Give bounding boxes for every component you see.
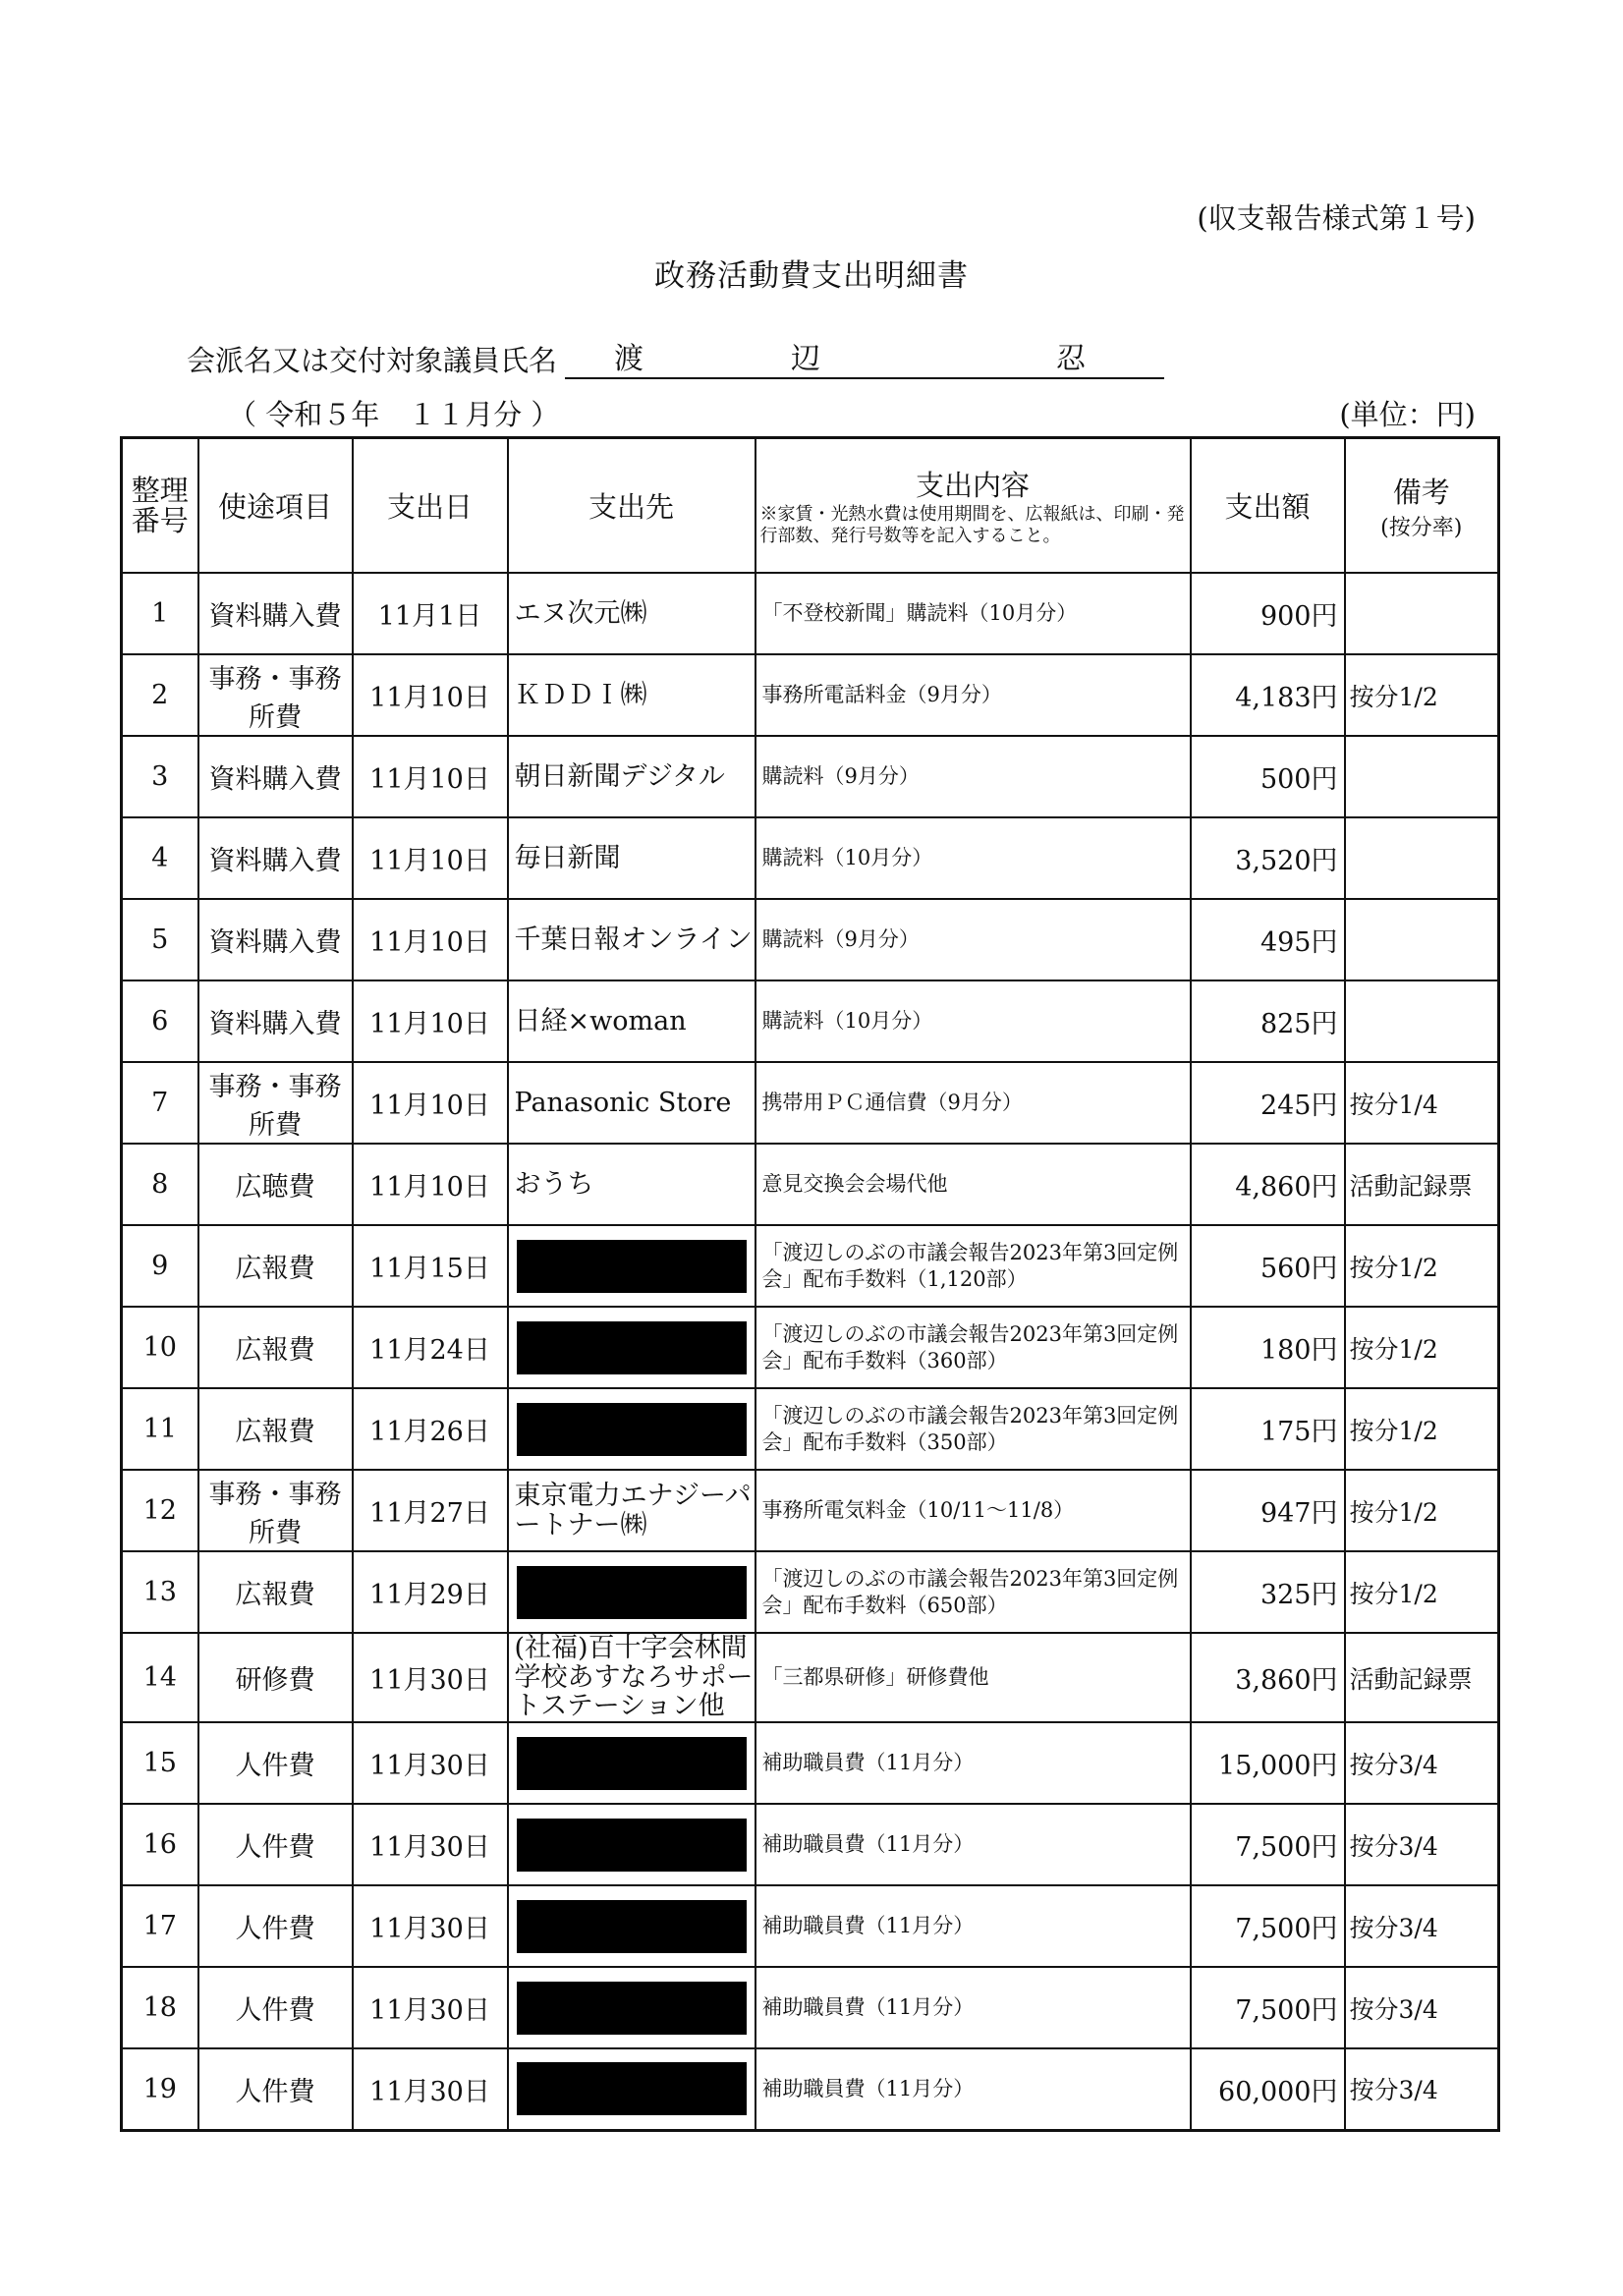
table-row xyxy=(122,1967,1499,2048)
row-amount: 175円 xyxy=(1191,1388,1345,1470)
header-description xyxy=(756,438,1191,574)
row-note: 按分1/2 xyxy=(1345,1470,1499,1551)
row-amount: 180円 xyxy=(1191,1307,1345,1388)
redacted-payee-block xyxy=(517,1982,747,2035)
table-row xyxy=(122,654,1499,736)
row-category: 資料購入費 xyxy=(198,736,353,817)
row-amount: 4,183円 xyxy=(1191,654,1345,736)
row-number: 16 xyxy=(122,1804,198,1885)
row-date: 11月1日 xyxy=(353,573,508,654)
unit-label: (単位：円) xyxy=(1339,398,1476,431)
row-number: 4 xyxy=(122,817,198,899)
row-number: 15 xyxy=(122,1722,198,1804)
row-amount: 4,860円 xyxy=(1191,1144,1345,1225)
row-note: 按分1/2 xyxy=(1345,1307,1499,1388)
row-note: 按分3/4 xyxy=(1345,1804,1499,1885)
row-date: 11月10日 xyxy=(353,1062,508,1144)
member-label: 会派名又は交付対象議員氏名 xyxy=(187,344,558,377)
row-amount: 900円 xyxy=(1191,573,1345,654)
table-row xyxy=(122,817,1499,899)
row-amount: 15,000円 xyxy=(1191,1722,1345,1804)
redacted-payee-block xyxy=(517,1240,747,1293)
row-date: 11月30日 xyxy=(353,1722,508,1804)
row-amount: 495円 xyxy=(1191,899,1345,980)
redacted-payee-block xyxy=(517,1403,747,1456)
table-row xyxy=(122,1470,1499,1551)
row-number: 1 xyxy=(122,573,198,654)
row-date: 11月30日 xyxy=(353,1967,508,2048)
table-row xyxy=(122,1885,1499,1967)
row-note: 按分1/4 xyxy=(1345,1062,1499,1144)
row-date: 11月10日 xyxy=(353,817,508,899)
row-category: 人件費 xyxy=(198,2048,353,2130)
row-payee: 千葉日報オンライン xyxy=(508,899,756,980)
row-number: 12 xyxy=(122,1470,198,1551)
redacted-payee-block xyxy=(517,2062,747,2115)
row-date: 11月24日 xyxy=(353,1307,508,1388)
row-category: 広報費 xyxy=(198,1551,353,1633)
member-name: 渡 辺 忍 xyxy=(565,342,1164,379)
row-date: 11月10日 xyxy=(353,654,508,736)
row-payee: (社福)百十字会林間学校あすなろサポートステーション他 xyxy=(508,1633,756,1722)
table-row xyxy=(122,1804,1499,1885)
row-number: 19 xyxy=(122,2048,198,2130)
row-description: 補助職員費（11月分） xyxy=(756,1885,1191,1967)
row-payee xyxy=(508,2048,756,2130)
header-note xyxy=(1345,438,1499,574)
row-note: 按分1/2 xyxy=(1345,1225,1499,1307)
header-date: 支出日 xyxy=(353,438,508,574)
header-number xyxy=(122,438,198,574)
table-row xyxy=(122,899,1499,980)
redacted-payee-block xyxy=(517,1566,747,1619)
row-description: 「不登校新聞」購読料（10月分） xyxy=(756,573,1191,654)
row-description: 意見交換会会場代他 xyxy=(756,1144,1191,1225)
table-row xyxy=(122,573,1499,654)
table-row xyxy=(122,1307,1499,1388)
row-date: 11月27日 xyxy=(353,1470,508,1551)
row-description: 購読料（9月分） xyxy=(756,899,1191,980)
row-category: 資料購入費 xyxy=(198,573,353,654)
redacted-payee-block xyxy=(517,1321,747,1374)
row-date: 11月30日 xyxy=(353,1633,508,1722)
row-number: 7 xyxy=(122,1062,198,1144)
row-date: 11月29日 xyxy=(353,1551,508,1633)
row-payee: 毎日新聞 xyxy=(508,817,756,899)
row-note xyxy=(1345,899,1499,980)
header-description-note: ※家賃・光熱水費は使用期間を、広報紙は、印刷・発行部数、発行号数等を記入すること。 xyxy=(759,503,1185,546)
row-payee xyxy=(508,1722,756,1804)
row-category: 事務・事務所費 xyxy=(198,1062,353,1144)
redacted-payee-block xyxy=(517,1819,747,1872)
row-number: 5 xyxy=(122,899,198,980)
row-amount: 60,000円 xyxy=(1191,2048,1345,2130)
row-number: 18 xyxy=(122,1967,198,2048)
row-amount: 7,500円 xyxy=(1191,1885,1345,1967)
row-payee: ＫＤＤＩ㈱ xyxy=(508,654,756,736)
reporting-period: （ 令和５年 １１月分 ） xyxy=(228,398,560,431)
row-payee: Panasonic Store xyxy=(508,1062,756,1144)
row-payee: エヌ次元㈱ xyxy=(508,573,756,654)
expense-table xyxy=(120,436,1500,2132)
header-category: 使途項目 xyxy=(198,438,353,574)
header-number-line2: 番号 xyxy=(131,503,189,537)
row-note: 按分3/4 xyxy=(1345,1885,1499,1967)
row-description: 事務所電話料金（9月分） xyxy=(756,654,1191,736)
row-amount: 3,520円 xyxy=(1191,817,1345,899)
row-category: 研修費 xyxy=(198,1633,353,1722)
row-description: 「渡辺しのぶの市議会報告2023年第3回定例会」配布手数料（650部） xyxy=(756,1551,1191,1633)
row-description: 購読料（10月分） xyxy=(756,980,1191,1062)
table-row xyxy=(122,1633,1499,1722)
row-payee xyxy=(508,1967,756,2048)
row-description: 購読料（10月分） xyxy=(756,817,1191,899)
header-amount: 支出額 xyxy=(1191,438,1345,574)
row-payee: 朝日新聞デジタル xyxy=(508,736,756,817)
row-date: 11月26日 xyxy=(353,1388,508,1470)
row-description: 補助職員費（11月分） xyxy=(756,1722,1191,1804)
row-description: 「三都県研修」研修費他 xyxy=(756,1633,1191,1722)
row-description: 補助職員費（11月分） xyxy=(756,1967,1191,2048)
table-row xyxy=(122,2048,1499,2130)
table-row xyxy=(122,1722,1499,1804)
row-date: 11月10日 xyxy=(353,736,508,817)
row-category: 資料購入費 xyxy=(198,980,353,1062)
row-payee: おうち xyxy=(508,1144,756,1225)
table-header-row xyxy=(122,438,1499,574)
row-number: 2 xyxy=(122,654,198,736)
row-number: 9 xyxy=(122,1225,198,1307)
row-category: 資料購入費 xyxy=(198,817,353,899)
row-category: 広報費 xyxy=(198,1225,353,1307)
row-category: 人件費 xyxy=(198,1804,353,1885)
table-row xyxy=(122,980,1499,1062)
row-note: 活動記録票 xyxy=(1345,1633,1499,1722)
row-amount: 325円 xyxy=(1191,1551,1345,1633)
row-number: 10 xyxy=(122,1307,198,1388)
table-row xyxy=(122,736,1499,817)
row-note: 按分1/2 xyxy=(1345,1551,1499,1633)
row-payee xyxy=(508,1225,756,1307)
row-date: 11月30日 xyxy=(353,2048,508,2130)
row-date: 11月15日 xyxy=(353,1225,508,1307)
header-description-label: 支出内容 xyxy=(915,468,1030,502)
row-note xyxy=(1345,980,1499,1062)
row-payee xyxy=(508,1804,756,1885)
row-amount: 245円 xyxy=(1191,1062,1345,1144)
row-category: 事務・事務所費 xyxy=(198,1470,353,1551)
row-note: 按分3/4 xyxy=(1345,1967,1499,2048)
row-amount: 560円 xyxy=(1191,1225,1345,1307)
row-description: 購読料（9月分） xyxy=(756,736,1191,817)
header-payee: 支出先 xyxy=(508,438,756,574)
row-category: 広聴費 xyxy=(198,1144,353,1225)
row-date: 11月10日 xyxy=(353,899,508,980)
row-number: 13 xyxy=(122,1551,198,1633)
row-date: 11月10日 xyxy=(353,1144,508,1225)
row-number: 14 xyxy=(122,1633,198,1722)
row-note xyxy=(1345,736,1499,817)
member-line xyxy=(187,339,1164,379)
row-date: 11月10日 xyxy=(353,980,508,1062)
row-payee xyxy=(508,1551,756,1633)
row-date: 11月30日 xyxy=(353,1885,508,1967)
row-note: 按分1/2 xyxy=(1345,1388,1499,1470)
document-title: 政務活動費支出明細書 xyxy=(654,258,969,294)
row-number: 6 xyxy=(122,980,198,1062)
table-row xyxy=(122,1062,1499,1144)
row-category: 資料購入費 xyxy=(198,899,353,980)
table-row xyxy=(122,1144,1499,1225)
row-description: 事務所電気料金（10/11～11/8） xyxy=(756,1470,1191,1551)
header-note-label: 備考 xyxy=(1392,475,1450,509)
row-amount: 947円 xyxy=(1191,1470,1345,1551)
row-description: 「渡辺しのぶの市議会報告2023年第3回定例会」配布手数料（1,120部） xyxy=(756,1225,1191,1307)
row-category: 事務・事務所費 xyxy=(198,654,353,736)
row-amount: 3,860円 xyxy=(1191,1633,1345,1722)
row-payee: 東京電力エナジーパートナー㈱ xyxy=(508,1470,756,1551)
row-payee xyxy=(508,1885,756,1967)
row-date: 11月30日 xyxy=(353,1804,508,1885)
header-number-line1: 整理 xyxy=(131,474,189,508)
row-number: 8 xyxy=(122,1144,198,1225)
table-row xyxy=(122,1388,1499,1470)
row-note: 按分3/4 xyxy=(1345,2048,1499,2130)
row-amount: 825円 xyxy=(1191,980,1345,1062)
row-description: 補助職員費（11月分） xyxy=(756,1804,1191,1885)
row-description: 補助職員費（11月分） xyxy=(756,2048,1191,2130)
row-payee xyxy=(508,1388,756,1470)
redacted-payee-block xyxy=(517,1737,747,1790)
row-category: 人件費 xyxy=(198,1967,353,2048)
row-note: 按分3/4 xyxy=(1345,1722,1499,1804)
row-number: 17 xyxy=(122,1885,198,1967)
row-category: 広報費 xyxy=(198,1307,353,1388)
header-note-sub: (按分率) xyxy=(1380,515,1463,540)
row-description: 携帯用ＰＣ通信費（9月分） xyxy=(756,1062,1191,1144)
form-number: (収支報告様式第１号) xyxy=(1197,201,1476,235)
row-note xyxy=(1345,573,1499,654)
table-row xyxy=(122,1551,1499,1633)
row-payee: 日経×woman xyxy=(508,980,756,1062)
redacted-payee-block xyxy=(517,1900,747,1953)
row-amount: 7,500円 xyxy=(1191,1804,1345,1885)
row-category: 広報費 xyxy=(198,1388,353,1470)
row-note: 活動記録票 xyxy=(1345,1144,1499,1225)
row-description: 「渡辺しのぶの市議会報告2023年第3回定例会」配布手数料（360部） xyxy=(756,1307,1191,1388)
row-category: 人件費 xyxy=(198,1722,353,1804)
row-number: 11 xyxy=(122,1388,198,1470)
row-amount: 7,500円 xyxy=(1191,1967,1345,2048)
row-note: 按分1/2 xyxy=(1345,654,1499,736)
row-number: 3 xyxy=(122,736,198,817)
row-amount: 500円 xyxy=(1191,736,1345,817)
row-payee xyxy=(508,1307,756,1388)
row-note xyxy=(1345,817,1499,899)
table-row xyxy=(122,1225,1499,1307)
row-category: 人件費 xyxy=(198,1885,353,1967)
row-description: 「渡辺しのぶの市議会報告2023年第3回定例会」配布手数料（350部） xyxy=(756,1388,1191,1470)
